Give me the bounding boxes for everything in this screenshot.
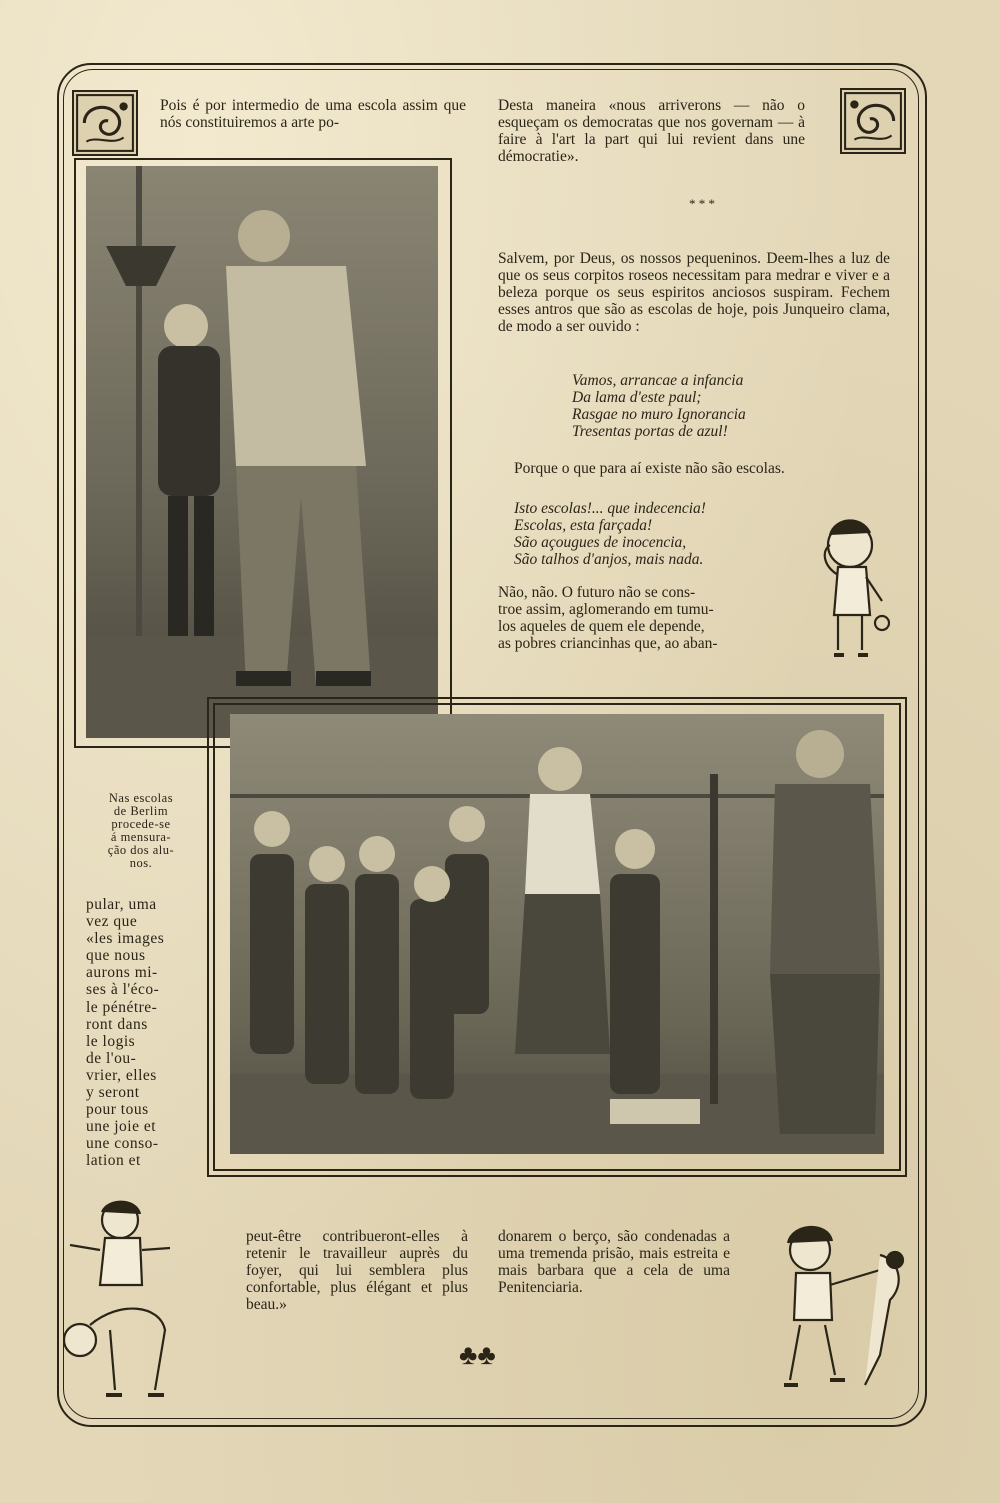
paragraph-salvem: Salvem, por Deus, os nossos pequeninos. Deem-lhes a luz de que os seus corpitos roseos necessitam para medrar e viver e a beleza porque os seus espiritos anciosos suspiram. Fechem esses antros que são as escolas de hoje, pois Junqueiro clama, de modo a ser ouvido :	[498, 250, 890, 335]
text-line: Não, não. O futuro não se cons-	[498, 584, 696, 601]
text-line: vez que	[86, 913, 138, 931]
verse-line: Da lama d'este paul;	[572, 389, 702, 406]
text-line: «les images	[86, 930, 165, 948]
children-leapfrog-cartoon-icon	[60, 1190, 185, 1405]
photo-class-measured	[230, 714, 884, 1154]
text-line: y seront	[86, 1084, 140, 1102]
text-line: pular, uma	[86, 896, 157, 913]
text-column-bottom-middle: peut-être contribueront-elles à retenir le travailleur auprès du foyer, qui lui semblera plus confortable, plus élégant et plus beau.»	[246, 1228, 468, 1313]
section-separator: * * *	[689, 196, 715, 211]
text-line: troe assim, aglomerando em tumu-	[498, 601, 714, 618]
photo-caption	[82, 792, 200, 870]
ornament-icon	[72, 90, 138, 156]
caption-line: de Berlim	[113, 804, 169, 818]
text-line: lation et	[86, 1152, 141, 1170]
paragraph-nao	[498, 584, 798, 652]
text-line: as pobres criancinhas que, ao aban-	[498, 635, 718, 652]
photo-boy-measured	[86, 166, 438, 738]
text-column-bottom-right: donarem o berço, são condenadas a uma tremenda prisão, mais estreita e mais barbara que a cela de uma Penitenciaria.	[498, 1228, 730, 1296]
text-line: pour tous	[86, 1101, 149, 1119]
verse-block-1	[572, 372, 832, 440]
verse-line: Vamos, arrancae a infancia	[572, 372, 744, 389]
text-line: vrier, elles	[86, 1066, 157, 1084]
child-cartoon-icon	[800, 505, 890, 680]
text-line: une conso-	[86, 1135, 159, 1153]
text-line: ses à l'éco-	[86, 981, 160, 999]
caption-line: procede-se	[111, 817, 171, 831]
text-line: une joie et	[86, 1118, 157, 1136]
verse-line: Rasgae no muro Ignorancia	[572, 406, 746, 423]
text-line: que nous	[86, 947, 146, 965]
caption-line: á mensura-	[110, 830, 172, 844]
verse-block-2	[514, 500, 794, 568]
caption-line: nos.	[129, 856, 153, 870]
verse-line: São açougues de inocencia,	[514, 534, 687, 551]
text-line: los aqueles de quem ele depende,	[498, 618, 705, 635]
verse-line: Tresentas portas de azul!	[572, 423, 728, 440]
text-line: le logis	[86, 1032, 136, 1050]
verse-line: Isto escolas!... que indecencia!	[514, 500, 706, 517]
text-line: de l'ou-	[86, 1049, 137, 1067]
verse-line: Escolas, esta farçada!	[514, 517, 653, 534]
clubs-icon: ♣♣	[459, 1340, 496, 1371]
text-line: ront dans	[86, 1015, 148, 1033]
text-line: aurons mi-	[86, 964, 158, 982]
paragraph-porque: Porque o que para aí existe não são escolas.	[514, 460, 785, 477]
caption-line: Nas escolas	[108, 791, 174, 805]
narrow-text-column	[86, 896, 172, 1170]
verse-line: São talhos d'anjos, mais nada.	[514, 551, 704, 568]
text-column-right-top: Desta maneira «nous arriverons — não o esqueçam os democratas que nos governam — à faire à l'art la part qui lui revient dans une démocratie».	[498, 97, 805, 165]
child-with-dog-cartoon-icon	[770, 1215, 915, 1400]
caption-line: ção dos alu-	[107, 843, 175, 857]
text-column-left-top: Pois é por intermedio de uma escola assim que nós constituiremos a arte po-	[160, 97, 466, 131]
text-line: le pénétre-	[86, 998, 158, 1016]
ornament-icon	[840, 88, 906, 154]
